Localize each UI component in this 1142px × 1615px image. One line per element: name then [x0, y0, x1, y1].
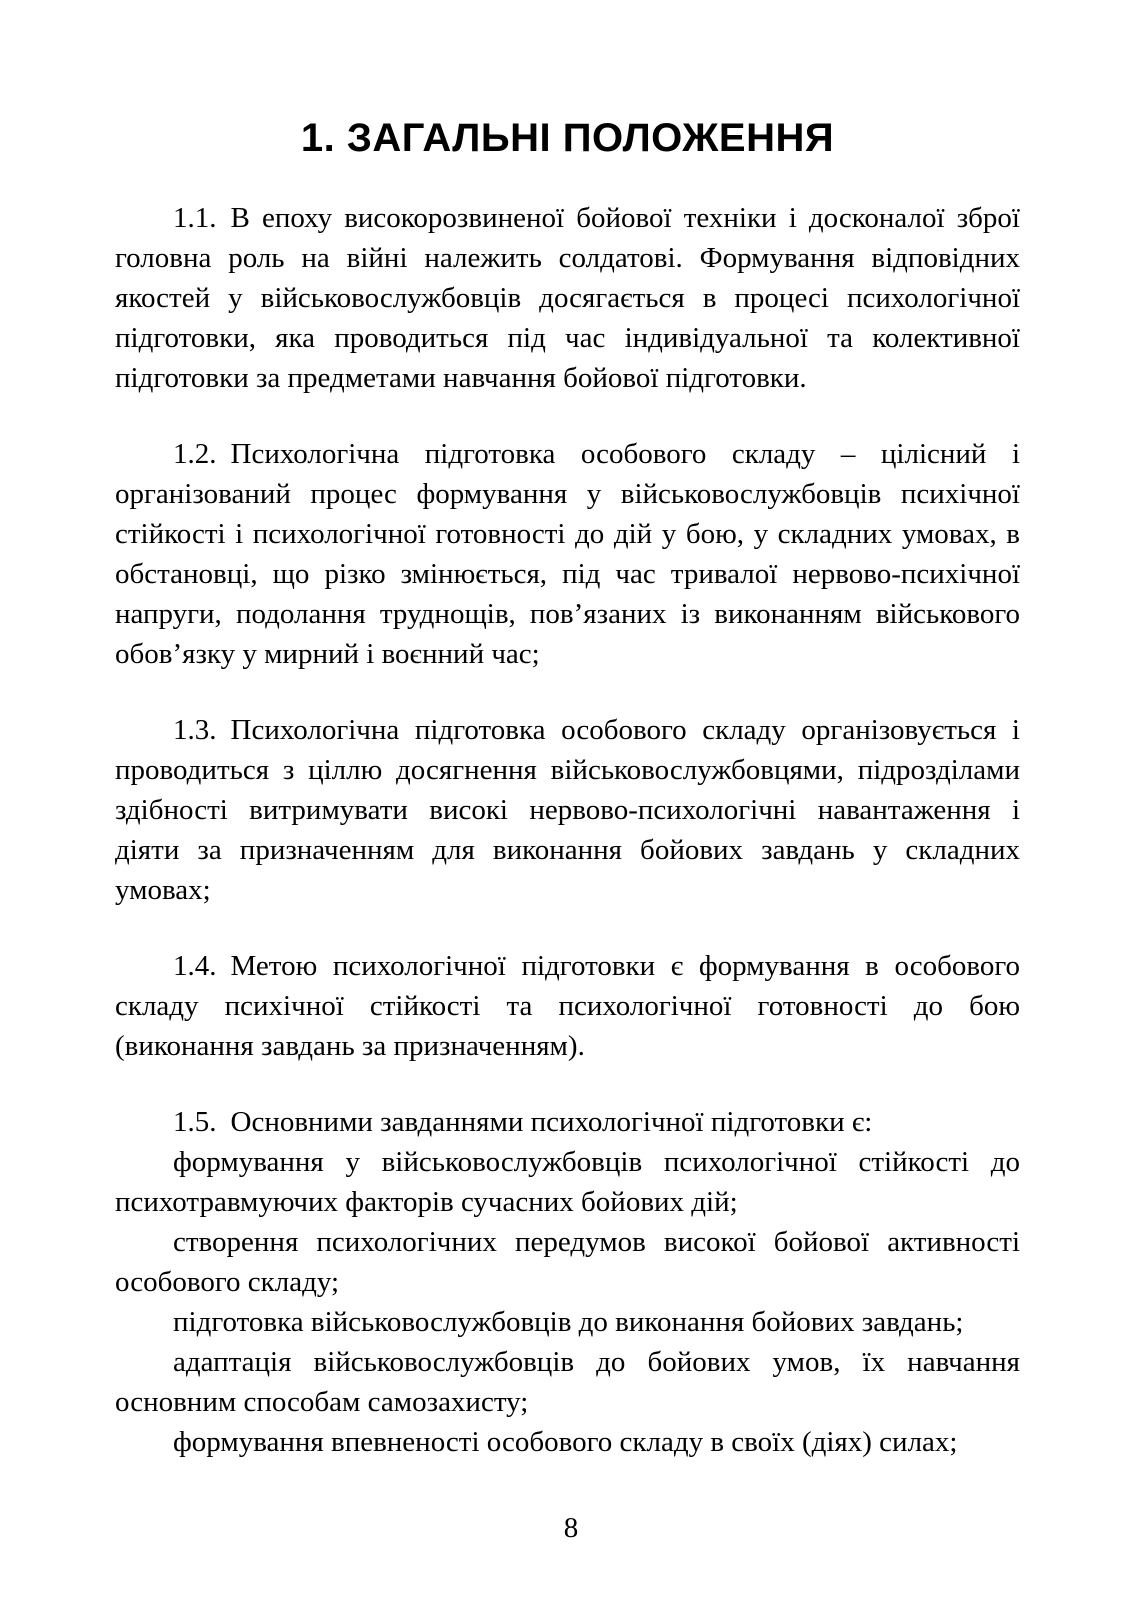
list-item-3 [115, 1302, 1020, 1342]
paragraph-1-5 [115, 1102, 1020, 1142]
section-title: 1. ЗАГАЛЬНІ ПОЛОЖЕННЯ [300, 116, 835, 160]
paragraph-1-5-text: Основними завданнями психологічної підготовки є: [230, 1106, 873, 1138]
list-item-1-text: формування у військовослужбовців психологічної стійкості до психотравмуючих факторів сучасних бойових дій; [115, 1146, 1020, 1218]
paragraph-1-3-text: Психологічна підготовка особового складу організовується і проводиться з ціллю досягнення військовослужбовцями, підрозділами здібності витримувати високі нервово-психологічні навантаження і діяти за призначенням для виконання бойових завдань у складних умовах; [115, 714, 1020, 906]
paragraph-1-2-number: 1.2. [173, 438, 217, 470]
list-item-1 [115, 1142, 1020, 1222]
list-item-5-text: формування впевненості особового складу в своїх (діях) силах; [173, 1426, 958, 1458]
paragraph-1-5-number: 1.5. [173, 1106, 217, 1138]
paragraph-1-4-text: Метою психологічної підготовки є формування в особового складу психічної стійкості та психологічної готовності до бою (виконання завдань за призначенням). [115, 950, 1020, 1062]
paragraph-1-4-number: 1.4. [173, 950, 217, 982]
list-item-3-text: підготовка військовослужбовців до виконання бойових завдань; [173, 1306, 964, 1338]
paragraph-1-2-text: Психологічна підготовка особового складу – цілісний і організований процес формування у військовослужбовців психічної стійкості і психологічної готовності до дій у бою, у складних умовах, в обстановці, що різко змінюється, під час тривалої нервово-психічної напруги, подолання труднощів, пов’язаних із виконанням військового обов’язку у мирний і воєнний час; [115, 438, 1020, 670]
paragraph-1-3-number: 1.3. [173, 714, 217, 746]
list-item-4-text: адаптація військовослужбовців до бойових умов, їх навчання основним способам самозахисту; [115, 1346, 1020, 1418]
list-item-2-text: створення психологічних передумов високої бойової активності особового складу; [115, 1226, 1020, 1298]
list-item-4 [115, 1342, 1020, 1422]
paragraph-1-1-text: В епоху високорозвиненої бойової техніки і досконалої зброї головна роль на війні належить солдатові. Формування відповідних якостей у військовослужбовців досягається в процесі психологічної підготовки, яка проводиться під час індивідуальної та колективної підготовки за предметами навчання бойової підготовки. [115, 202, 1020, 394]
list-item-5 [115, 1422, 1020, 1462]
list-item-2 [115, 1222, 1020, 1302]
paragraph-1-1 [115, 198, 1020, 398]
paragraph-1-1-number: 1.1. [173, 202, 217, 234]
paragraph-1-2 [115, 434, 1020, 674]
paragraph-1-4 [115, 946, 1020, 1066]
page-number: 8 [563, 1512, 579, 1544]
paragraph-1-3 [115, 710, 1020, 910]
